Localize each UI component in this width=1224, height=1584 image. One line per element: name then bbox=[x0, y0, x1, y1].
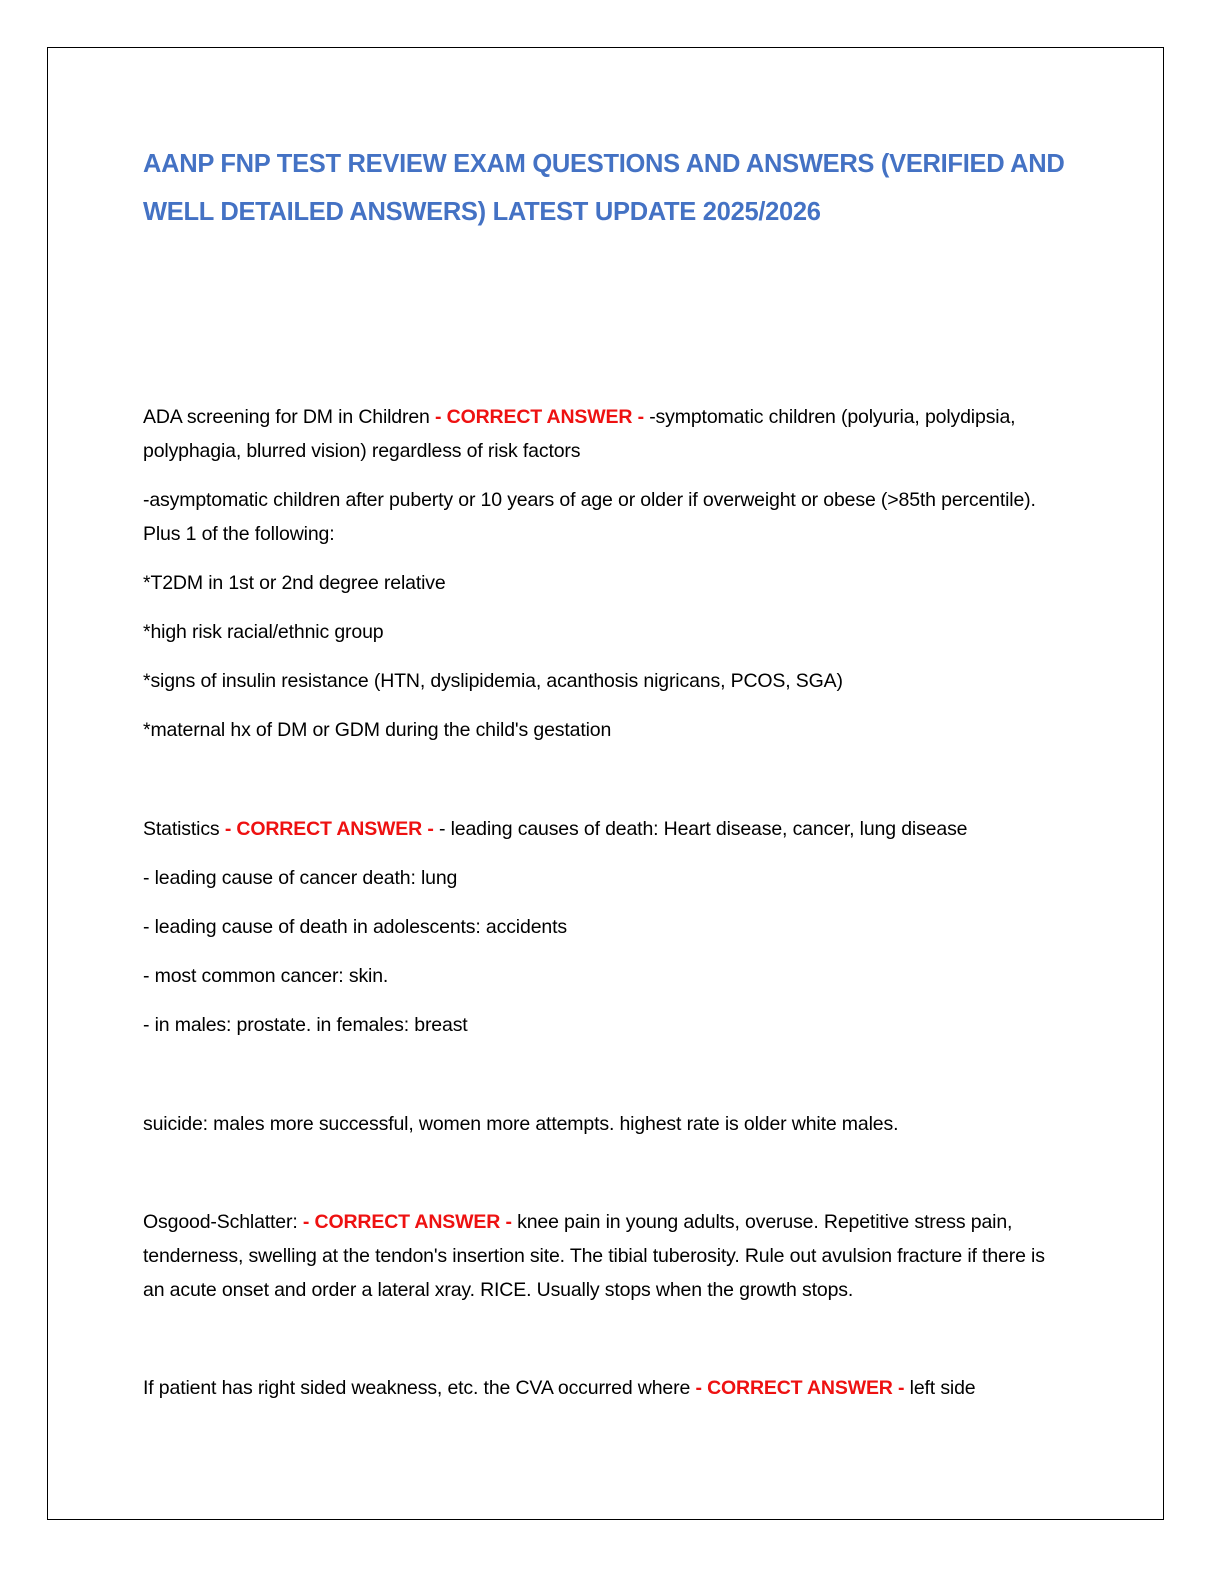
answer-line: -asymptomatic children after puberty or 10 years of age or older if overweight or obese (>85th percentile). Plus 1 of the following: bbox=[143, 489, 1036, 545]
question-text: ADA screening for DM in Children bbox=[143, 406, 430, 428]
answer-line: - leading cause of cancer death: lung bbox=[143, 867, 458, 889]
question-text: Osgood-Schlatter: bbox=[143, 1211, 298, 1233]
question-text: If patient has right sided weakness, etc. the CVA occurred where bbox=[143, 1377, 691, 1399]
answer-line: *signs of insulin resistance (HTN, dyslipidemia, acanthosis nigricans, PCOS, SGA) bbox=[143, 670, 843, 692]
document-title: AANP FNP TEST REVIEW EXAM QUESTIONS AND ANSWERS (VERIFIED AND WELL DETAILED ANSWERS) LATEST UPDATE 2025/2026 bbox=[143, 150, 1065, 226]
answer-line: suicide: males more successful, women more attempts. highest rate is older white males. bbox=[143, 1113, 899, 1135]
question-text: Statistics bbox=[143, 818, 220, 840]
correct-answer-label: - CORRECT ANSWER - bbox=[695, 1377, 905, 1399]
answer-text: - leading causes of death: Heart disease, cancer, lung disease bbox=[439, 818, 968, 840]
correct-answer-label: - CORRECT ANSWER - bbox=[302, 1211, 512, 1233]
answer-line: - most common cancer: skin. bbox=[143, 965, 389, 987]
qa-statistics bbox=[143, 812, 1068, 846]
answer-line: *maternal hx of DM or GDM during the child's gestation bbox=[143, 719, 612, 741]
qa-cva-location bbox=[143, 1371, 1068, 1405]
qa-ada-screening bbox=[143, 400, 1068, 468]
qa-osgood-schlatter bbox=[143, 1205, 1068, 1307]
answer-text: left side bbox=[909, 1377, 976, 1399]
answer-line: *T2DM in 1st or 2nd degree relative bbox=[143, 572, 446, 594]
answer-line: - leading cause of death in adolescents: accidents bbox=[143, 916, 567, 938]
document-body bbox=[143, 140, 1068, 1405]
correct-answer-label: - CORRECT ANSWER - bbox=[435, 406, 644, 428]
answer-text: knee pain in young adults, overuse. Repetitive stress pain, tenderness, swelling at the tendon's insertion site. The tibial tuberosity. Rule out avulsion fracture if there is an acute onset and order a lateral xray. RICE. Usually stops when the growth stops. bbox=[143, 1211, 1045, 1301]
answer-text: -symptomatic children (polyuria, polydipsia, polyphagia, blurred vision) regardless of risk factors bbox=[143, 406, 1016, 462]
answer-line: - in males: prostate. in females: breast bbox=[143, 1014, 468, 1036]
correct-answer-label: - CORRECT ANSWER - bbox=[224, 818, 434, 840]
answer-line: *high risk racial/ethnic group bbox=[143, 621, 384, 643]
